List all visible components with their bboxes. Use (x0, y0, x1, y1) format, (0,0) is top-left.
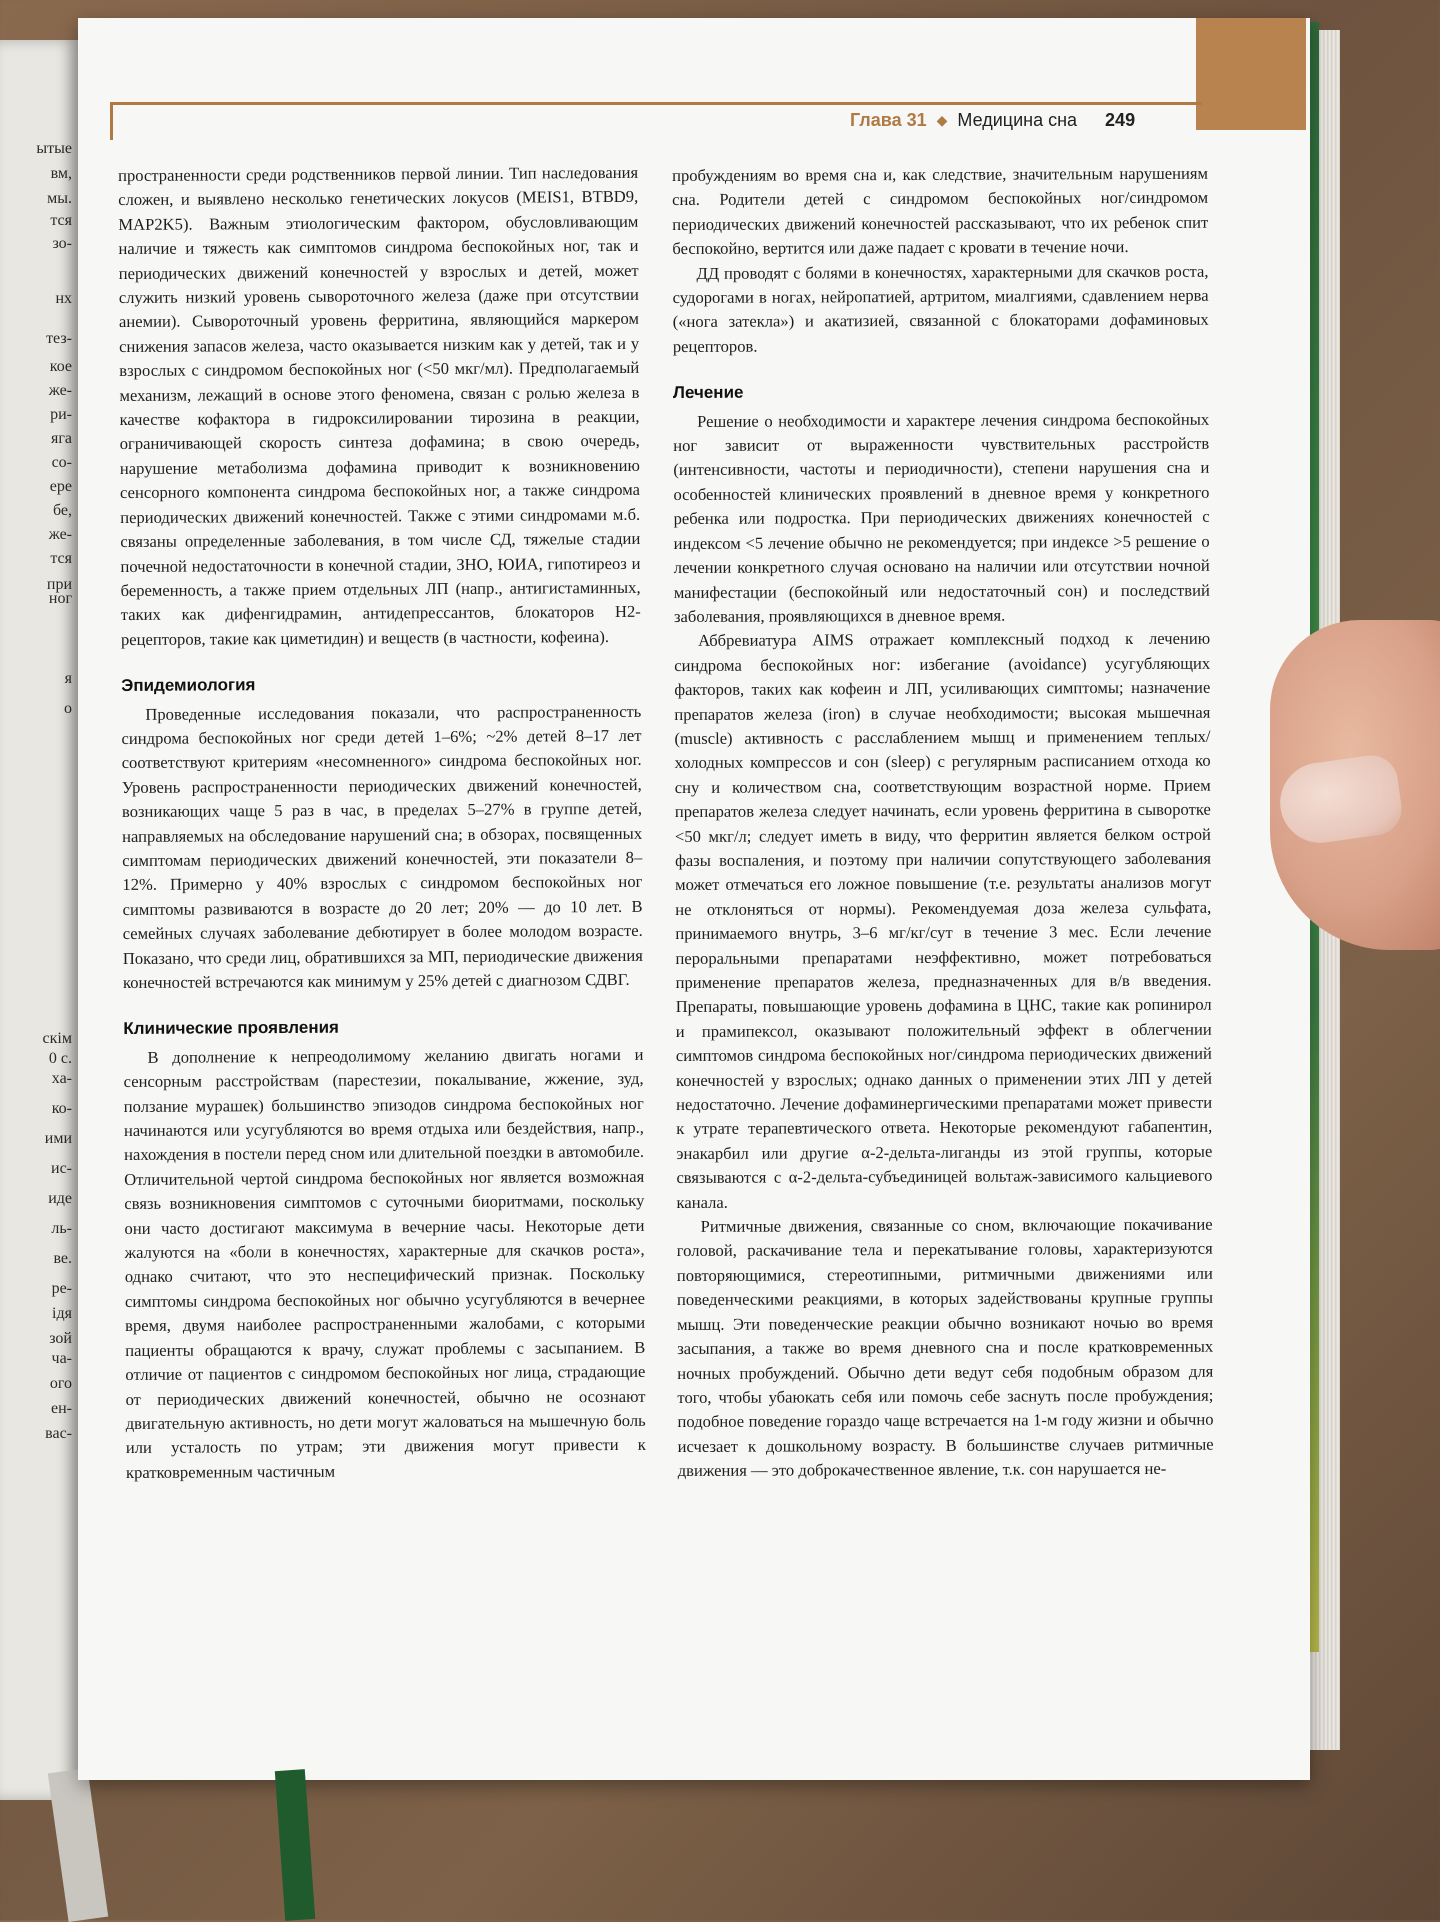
text-column-left (118, 161, 646, 1485)
left-page-text-fragment: тся (50, 212, 72, 229)
left-page-text-fragment: со- (51, 454, 72, 471)
left-page-text-fragment: яга (50, 430, 72, 447)
left-page-text-fragment: же- (48, 382, 72, 399)
section-heading: Эпидемиология (121, 675, 256, 696)
diamond-icon: ◆ (936, 111, 948, 128)
left-page-text-fragment: ль- (51, 1220, 72, 1237)
previous-page-edge (0, 40, 78, 1800)
left-page-text-fragment: ве. (53, 1250, 72, 1267)
left-page-text-fragment: ре- (51, 1280, 72, 1297)
left-page-text-fragment: ен- (51, 1400, 72, 1417)
chapter-tab (1196, 18, 1306, 130)
left-page-text-fragment: ко- (51, 1100, 72, 1117)
paragraph: пробуждениям во время сна и, как следствие, значительным нарушениям сна. Родители детей с синдромом беспокойных ног/синдромом периодических движений конечностей рассказывают, что их ребенок спит беспокойно, вертится или даже падает с кровати в течение ночи. (672, 163, 1209, 259)
left-page-text-fragment: ого (49, 1375, 72, 1392)
left-page-text-fragment: кое (49, 358, 72, 375)
left-page-text-fragment: ими (44, 1130, 72, 1147)
left-page-text-fragment: тся (50, 550, 72, 567)
left-page-text-fragment: вм, (50, 165, 72, 182)
left-page-text-fragment: нх (55, 290, 72, 307)
left-page-text-fragment: 0 с. (48, 1050, 72, 1067)
left-page-text-fragment: ног (48, 590, 72, 607)
chapter-label: Глава 31 (850, 109, 927, 130)
running-header (850, 104, 1190, 136)
left-page-text-fragment: ытые (36, 140, 72, 157)
paragraph: Аббревиатура AIMS отражает комплексный подход к лечению синдрома беспокойных ног: избегание (avoidance) усугубляющих факторов, таких как кофеин и ЛП, усиливающих симптомы; назначение препаратов железа (iron) в случае необходимости; высокая мышечная (muscle) активность с расслаблением мышц и применением теплых/холодных компрессов и сон (sleep) с регулярным расписанием отхода ко сну и количеством сна, соответствующим возрастной норме. Прием препаратов железа следует начинать, если уровень ферритина в сыворотке <50 мкг/л; следует иметь в виду, что ферритин является белком острой фазы воспаления, и поэтому при наличии сопутствующего заболевания может отмечаться его ложное повышение (т.е. результаты анализов могут не отклоняться от нормы). Рекомендуемая доза железа сульфата, принимаемого внутрь, 3–6 мг/кг/сут в течение 3 мес. Если лечение пероральными препаратами неэффективно, может потребоваться применение препаратов железа, предназначенных для в/в введения. Препараты, повышающие уровень дофамина в ЦНС, такие как ропинирол и прамипексол, оказывают положительный эффект в облегчении симптомов синдрома беспокойных ног/синдрома периодических движений конечностей у взрослых; однако данных о применении этих ЛП у детей недостаточно. Лечение дофаминергическими препаратами может привести к утрате терапевтического ответа. Некоторые рекомендуют габапентин, энакарбил или другие α-2-дельта-лиганды из этой группы, которые связываются с α-2-дельта-субъединицей вольтаж-зависимого кальциевого канала. (674, 628, 1213, 1212)
paragraph: Проведенные исследования показали, что распространенность синдрома беспокойных ног среди детей 1–6%; ~2% детей 8–17 лет соответствуют критериям «несомненного» синдрома беспокойных ног. Уровень распространенности периодических движений конечностей, возникающих чаще 5 раз в час, в пределах 5–27% в группе детей, направляемых на обследование нарушений сна; в обзорах, посвященных симптомам периодических движений конечностей, эти показатели 8–12%. Примерно у 40% взрослых с синдромом беспокойных ног симптомы развиваются в возрасте до 20 лет; 20% — до 10 лет. В семейных случаях заболевание дебютирует в более молодом возрасте. Показано, что среди лиц, обратившихся за МП, периодические движения конечностей встречаются как минимум у 25% детей с диагнозом СДВГ. (121, 701, 643, 992)
page-number: 249 (1105, 109, 1136, 130)
left-page-text-fragment: ча- (51, 1350, 72, 1367)
left-page-text-fragment: мы. (47, 190, 72, 207)
left-page-text-fragment: вас- (45, 1425, 72, 1442)
left-page-text-fragment: бе, (52, 502, 72, 519)
left-page-text-fragment: иде (48, 1190, 72, 1207)
left-page-text-fragment: ис- (51, 1160, 72, 1177)
section-heading: Клинические проявления (123, 1018, 340, 1039)
left-page-text-fragment: ха- (51, 1070, 72, 1087)
paragraph: Решение о необходимости и характере лечения синдрома беспокойных ног зависит от выраженности чувствительных расстройств (интенсивности, частоты и периодичности), степени нарушения сна и особенностей клинических проявлений в дневное время у конкретного ребенка или подростка. При периодических движениях конечностей с индексом <5 лечение обычно не рекомендуется; при индексе >5 решение о лечении конкретного случая основано на наличии или отсутствии ночной манифестации (беспокойный или недостаточный сон) и последствий заболевания, проявляющихся в дневное время. (673, 409, 1210, 626)
header-rule-tick (110, 102, 113, 140)
left-page-text-fragment: же- (48, 526, 72, 543)
left-page-text-fragment: тез- (46, 330, 72, 347)
left-page-text-fragment: ідя (52, 1305, 72, 1322)
bookmark-ribbon-gray (48, 1768, 108, 1922)
paragraph: Ритмичные движения, связанные со сном, включающие покачивание головой, раскачивание тела и перекатывание головы, характеризуются повторяющимися, стереотипными, ритмичными движениями или поведенческими реакциями, в которых задействованы крупные группы мышц. Эти поведенческие реакции обычно возникают ночью во время засыпания, а также во время дневного сна и после кратковременных ночных пробуждений. Обычно дети ведут себя подобным образом для того, чтобы убаюкать себя или помочь себе заснуть после пробуждения; подобное поведение гораздо чаще встречается на 1-м году жизни и обычно исчезает к дошкольному возрасту. В большинстве случаев ритмичные движения — это доброкачественное явление, т.к. сон нарушается не- (676, 1214, 1214, 1481)
left-page-text-fragment: при (46, 576, 72, 593)
paragraph: ДД проводят с болями в конечностях, характерными для скачков роста, судорогами в ногах, нейропатией, артритом, миалгиями, сдавлением нерва («нога затекла») и акатизией, связанной с блокаторами дофаминовых рецепторов. (672, 261, 1209, 356)
left-page-text-fragment: скім (42, 1030, 72, 1047)
left-page-text-fragment: о (64, 700, 72, 717)
paragraph: В дополнение к непреодолимому желанию двигать ногами и сенсорным расстройствам (парестезии, покалывание, жжение, зуд, ползание мурашек) большинство эпизодов синдрома беспокойных ног начинаются или усугубляются во время отдыха или бездействия, напр., нахождения в постели перед сном или длительной поездки в автомобиле. Отличительной чертой синдрома беспокойных ног является возможная связь возникновения симптомов с суточными биоритмами, поскольку они часто достигают максимума в вечерние часы. Некоторые дети жалуются на «боли в конечностях, характерные для скачков роста», однако считают, что это неспецифический признак. Поскольку симптомы синдрома беспокойных ног обычно усугубляются в вечернее время, двумя наиболее распространенными жалобами, с которыми пациенты обращаются к врачу, служат проблемы с засыпанием. В отличие от пациентов с синдромом беспокойных ног лица, страдающие от периодических движений конечностей, обычно не осознают двигательную активность, но дети могут жаловаться на мышечную боль или усталость по утрам; эти движения могут привести к кратковременным частичным (123, 1044, 646, 1482)
left-page-text-fragment: зой (49, 1330, 72, 1347)
left-page-text-fragment: ере (49, 478, 72, 495)
text-column-right (672, 162, 1214, 1484)
left-page-text-fragment: ри- (50, 406, 72, 423)
bookmark-ribbon-green (275, 1769, 315, 1921)
chapter-title: Медицина сна (957, 109, 1078, 130)
left-page-text-fragment: я (64, 670, 72, 687)
paragraph: пространенности среди родственников первой линии. Тип наследования сложен, и выявлено несколько генетических локусов (MEIS1, BTBD9, MAP2K5). Важным этиологическим фактором, обусловливающим наличие и тяжесть как симптомов синдрома беспокойных ног, так и периодических движений конечностей у взрослых и детей, может служить низкий уровень сывороточного железа (даже при отсутствии анемии). Сывороточный уровень ферритина, являющийся маркером снижения запасов железа, часто оказывается низким как у детей, так и у взрослых с синдромом беспокойных ног (<50 мкг/мл). Предполагаемый механизм, лежащий в основе этого феномена, связан с ролью железа в качестве кофактора в гидроксилировании тирозина в реакции, ограничивающей скорость синтеза дофамина; в свою очередь, нарушение метаболизма дофамина приводит к возникновению сенсорного компонента синдрома беспокойных ног, а также синдрома периодических движений конечностей. Также с этими синдромами м.б. связаны определенные заболевания, в том числе СД, тяжелые стадии почечной недостаточности в конечной стадии, ЗНО, ЮИА, гипотиреоз и беременность, а также прием отдельных ЛП (напр., антигистаминных, таких как дифенгидрамин, антидепрессантов, блокаторов H2-рецепторов, такие как циметидин) и веществ (в частности, кофеина). (118, 162, 641, 649)
section-heading: Лечение (672, 382, 744, 403)
left-page-text-fragment: зо- (52, 235, 72, 252)
